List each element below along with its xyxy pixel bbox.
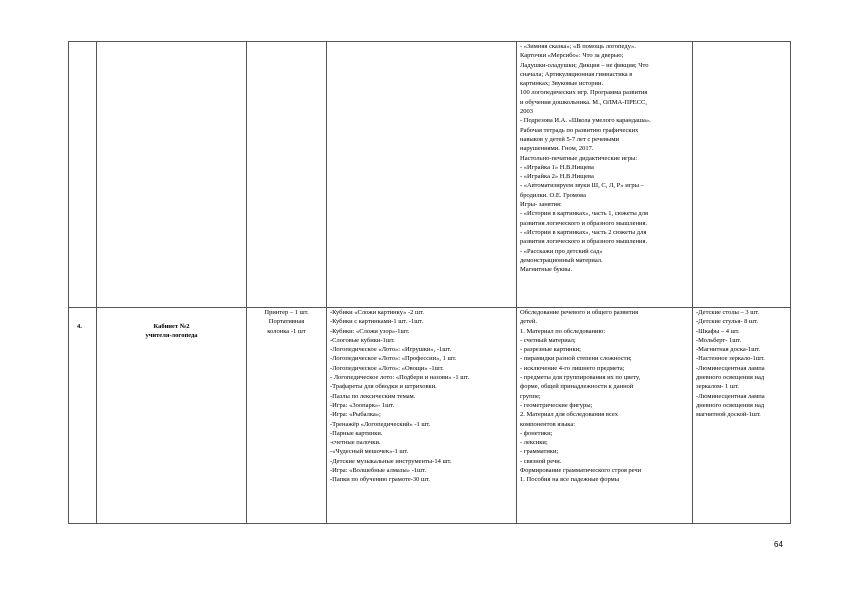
table-row (69, 308, 791, 524)
text-line: -Слоговые кубики-1шт. (330, 336, 395, 344)
text-line: - грамматики; (520, 448, 559, 456)
cell-equipment (247, 42, 327, 308)
text-line: Карточки «Мерсибо»: Что за дверью; (520, 52, 624, 60)
text-line: -Магнитная доска-1шт. (696, 346, 761, 354)
text-line: развития логического и образного мышления. (520, 238, 648, 246)
equipment-table (68, 41, 791, 524)
text-line: навыков у детей 5-7 лет с речевыми (520, 135, 620, 143)
cell-equipment (247, 308, 327, 524)
text-line: - «Играйка 1» Н.В.Нищева (520, 163, 594, 171)
text-line: -Логопедическое «Лото»: «Овощи» -1шт. (330, 364, 444, 372)
text-line: - «Истории в картинках», часть 2 сюжеты для (520, 228, 647, 236)
text-line: -счетные палочки. (330, 439, 381, 447)
text-line: -Мольберт- 1шт. (696, 336, 742, 344)
text-line: -Логопедическое «Лото»: «Профессии», 1 шт. (330, 355, 457, 363)
text-line: Настольно-печатные дидактические игры: (520, 154, 638, 162)
cell-number (69, 42, 97, 308)
table-row (69, 42, 791, 308)
cell-materials (517, 42, 693, 308)
text-line: -Папки по обучению грамоте-30 шт. (330, 476, 430, 484)
text-line: -Парные картинки. (330, 429, 383, 437)
page-number: 64 (774, 540, 783, 549)
text-line: - предметы для группирования их по цвету, (520, 374, 641, 382)
text-line: - связной речи. (520, 457, 562, 465)
room-title-line: учителя-логопеда (145, 332, 198, 340)
text-line: 2. Материал для обследования всех (520, 411, 618, 419)
text-line: Формирование грамматического строя речи (520, 467, 642, 475)
cell-furniture (693, 42, 791, 308)
cell-room (97, 42, 247, 308)
text-line: - «Расскажи про детский сад» (520, 247, 603, 255)
text-line: -Трафареты для обводки и штриховки. (330, 383, 437, 391)
text-line: детей. (520, 318, 538, 326)
text-line: сначала; Артикуляционная гимнастика в (520, 70, 633, 78)
text-line: - пирамидки разной степени сложности; (520, 355, 632, 363)
text-line: - разрезные картинки; (520, 346, 581, 354)
cell-furniture (693, 308, 791, 524)
text-line: Принтер – 1 шт. (264, 309, 309, 316)
text-line: -Детские музыкальные инструменты-14 шт. (330, 457, 452, 465)
cell-materials (517, 308, 693, 524)
text-line: Рабочая тетрадь по развитию графических (520, 126, 639, 134)
text-line: -Игра: «Волшебные алмазы» -1шт. (330, 467, 426, 475)
text-line: 2003 (520, 108, 533, 116)
text-line: -Кубики с картинками-1 шт. -1шт. (330, 318, 424, 326)
text-line: 1. Материал по обследованию: (520, 327, 606, 335)
text-line: развития логического и образного мышления. (520, 219, 648, 227)
text-line: компонентов языка: (520, 420, 576, 428)
text-line: нарушениями. Гном, 2017. (520, 145, 594, 153)
text-line: - лексики; (520, 439, 548, 447)
text-line: демонстрационный материал. (520, 256, 603, 264)
text-line: Магнитные буквы. (520, 266, 573, 274)
text-line: - «Истории в картинках», часть 1, сюжеты для (520, 210, 648, 218)
text-line: -Люминесцентная лампа (696, 364, 765, 372)
text-line: дневного освещения над (696, 401, 765, 409)
text-line: Игры- занятия: (520, 201, 562, 209)
text-line: колонка -1 шт (267, 327, 306, 335)
text-line: -Шкафы – 4 шт. (696, 327, 740, 335)
row-number: 4. (69, 308, 97, 524)
text-line: магнитной доской-1шт. (696, 411, 761, 419)
text-line: -Детские стулья- 8 шт. (696, 318, 758, 326)
text-line: 1. Пособия на все падежные формы (520, 476, 620, 484)
text-line: 100 логопедических игр. Программа развития (520, 89, 648, 97)
text-line: -Кубики «Сложи картинку» -2 шт. (330, 309, 425, 316)
text-line: - фонетики; (520, 429, 553, 437)
text-line: -«Чудесный мешочек»-1 шт. (330, 448, 409, 456)
room-title-line: Кабинет №2 (153, 323, 190, 330)
text-line: группе; (520, 392, 541, 400)
text-line: картинках; Звуковые истории. (520, 80, 604, 88)
text-line: -Игра: «Рыбалка»; (330, 411, 381, 419)
text-line: -Тренажёр «Логопедический» -1 шт. (330, 420, 431, 428)
text-line: -Детские столы – 3 шт. (696, 309, 760, 316)
text-line: - счетный материал; (520, 336, 576, 344)
text-line: дневного освещения над (696, 374, 765, 382)
text-line: -Игра: «Зоопарк»- 1шт. (330, 401, 395, 409)
text-line: -Люминесцентная лампа (696, 392, 765, 400)
text-line: форме, общей принадлежности к данной (520, 383, 634, 391)
text-line: - «Автоматизируем звуки Ш, С, Л, Р» игры – (520, 182, 644, 190)
cell-games (327, 308, 517, 524)
text-line: - Подрезова И.А. «Школа умелого карандаша». (520, 117, 651, 125)
cell-games (327, 42, 517, 308)
text-line: зеркалом- 1 шт. (696, 383, 739, 391)
text-line: - геометрические фигуры; (520, 401, 593, 409)
text-line: и обучения дошкольника. М., ОЛМА-ПРЕСС, (520, 98, 647, 106)
text-line: -Логопедическое «Лото»: «Игрушки», -1шт. (330, 346, 452, 354)
text-line: - «Зимняя сказка»; «В помощь логопеду». (520, 43, 636, 50)
text-line: -Кубики: «Сложи узор»-1шт. (330, 327, 410, 335)
text-line: -Пазлы по лексическим темам. (330, 392, 416, 400)
text-line: Портативная (268, 318, 305, 326)
text-line: - Логопедическое лото: «Подбери и назови» -1 шт. (330, 374, 470, 382)
text-line: - «Играйка 2» Н.В.Нищева (520, 173, 594, 181)
text-line: Ладушки-оладушки; Дикция – не фикция; Что (520, 61, 649, 69)
text-line: - исключение 4-го лишнего предмета; (520, 364, 625, 372)
text-line: бродилки. О.Е. Громова (520, 191, 587, 199)
room-title (97, 308, 247, 524)
text-line: -Настенное зеркало-1шт. (696, 355, 765, 363)
text-line: Обследование речевого и общего развития (520, 309, 639, 316)
